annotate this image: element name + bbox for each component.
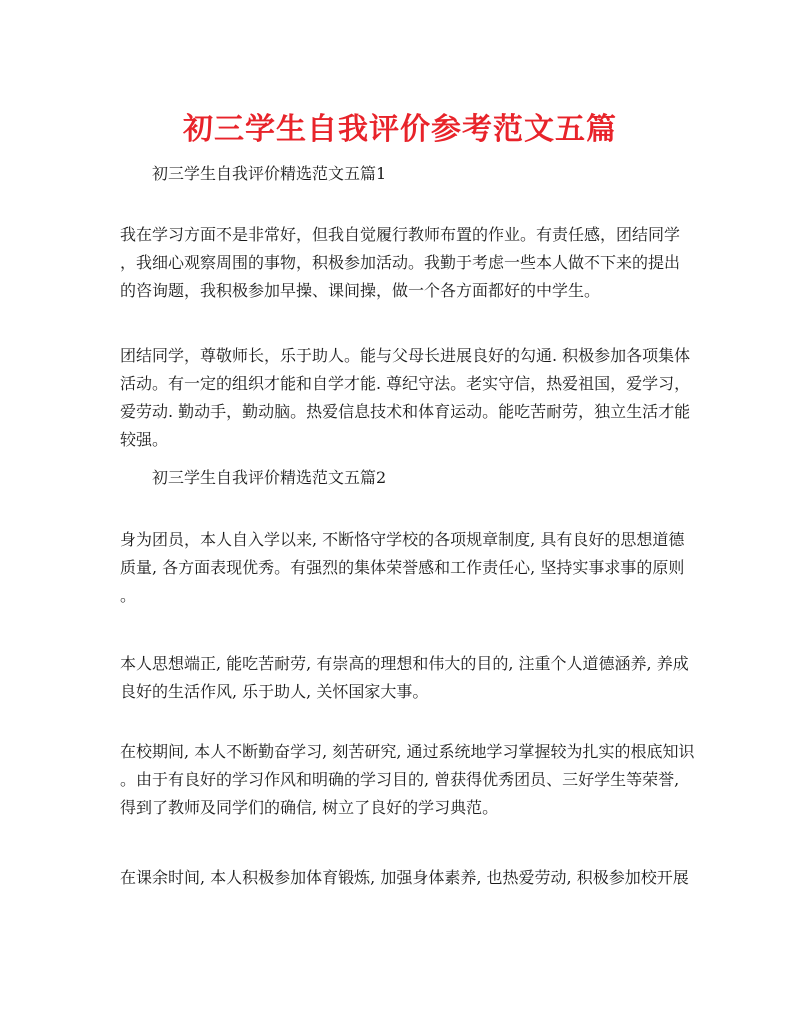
- paragraph-line: 团结同学，尊敬师长，乐于助人。能与父母长进展良好的勾通. 积极参加各项集体: [120, 346, 691, 365]
- paragraph-line: 活动。有一定的组织才能和自学才能. 尊纪守法。老实守信，热爱祖国，爱学习，: [120, 374, 691, 393]
- section-heading-1: 初三学生自我评价精选范文五篇1: [152, 164, 387, 183]
- paragraph-2: [120, 342, 691, 454]
- paragraph-1: [120, 221, 686, 305]
- section-heading-2: 初三学生自我评价精选范文五篇2: [152, 468, 387, 487]
- paragraph-4: [120, 650, 689, 706]
- paragraph-line: 在校期间, 本人不断勤奋学习, 刻苦研究, 通过系统地学习掌握较为扎实的根底知识: [120, 742, 695, 761]
- paragraph-line: 。: [120, 586, 137, 605]
- paragraph-line: 较强。: [120, 430, 169, 449]
- paragraph-line: 身为团员，本人自入学以来, 不断恪守学校的各项规章制度, 具有良好的思想道德: [120, 530, 685, 549]
- paragraph-line: 质量, 各方面表现优秀。有强烈的集体荣誉感和工作责任心, 坚持实事求事的原则: [120, 558, 685, 577]
- paragraph-3: [120, 526, 686, 610]
- paragraph-line: 的咨询题，我积极参加早操、课间操，做一个各方面都好的中学生。: [120, 281, 601, 300]
- paragraph-5: [120, 738, 695, 822]
- document-title: 初三学生自我评价参考范文五篇: [183, 112, 617, 147]
- paragraph-line: 爱劳动. 勤动手，勤动脑。热爱信息技术和体育运动。能吃苦耐劳，独立生活才能: [120, 402, 691, 421]
- paragraph-6: [120, 864, 689, 892]
- paragraph-line: 在课余时间, 本人积极参加体育锻炼, 加强身体素养, 也热爱劳动, 积极参加校开展: [120, 868, 689, 887]
- paragraph-line: 良好的生活作风, 乐于助人, 关怀国家大事。: [120, 682, 429, 701]
- paragraph-line: 得到了教师及同学们的确信, 树立了良好的学习典范。: [120, 798, 499, 817]
- paragraph-line: 我在学习方面不是非常好，但我自觉履行教师布置的作业。有责任感，团结同学: [120, 225, 681, 244]
- paragraph-line: ，我细心观察周围的事物，积极参加活动。我勤于考虑一些本人做不下来的提出: [120, 253, 681, 272]
- paragraph-line: 。由于有良好的学习作风和明确的学习目的, 曾获得优秀团员、三好学生等荣誉,: [120, 770, 680, 789]
- paragraph-line: 本人思想端正, 能吃苦耐劳, 有崇高的理想和伟大的目的, 注重个人道德涵养, 养成: [120, 654, 689, 673]
